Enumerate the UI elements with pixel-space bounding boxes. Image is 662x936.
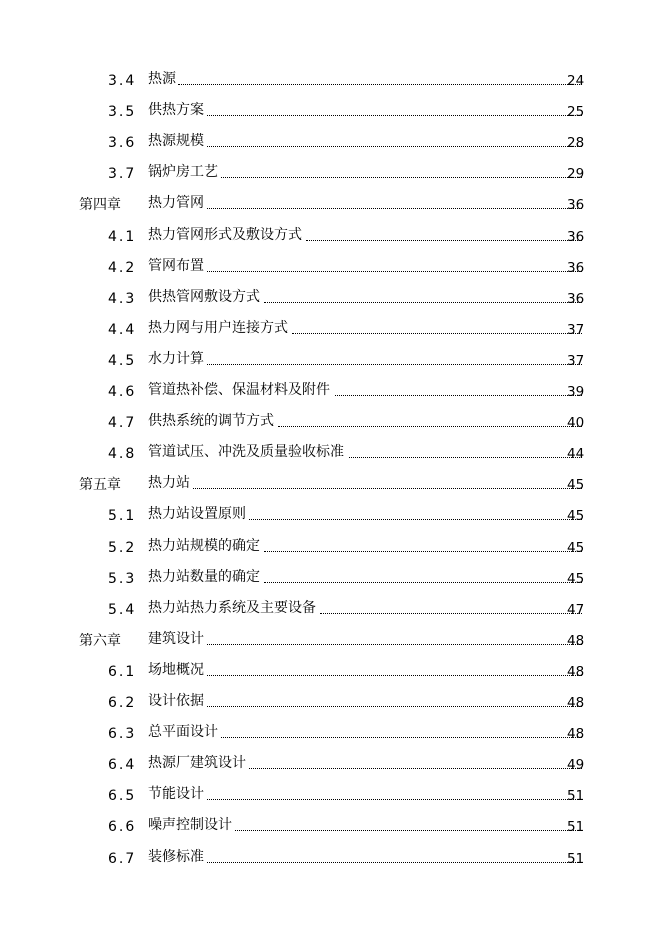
toc-entry-number: 3.5 xyxy=(108,104,137,121)
toc-leader-dots xyxy=(207,644,582,645)
toc-entry-page: 25 xyxy=(567,104,585,121)
toc-entry-page: 51 xyxy=(567,850,585,867)
toc-leader-dots xyxy=(207,364,582,365)
toc-section-entry[interactable] xyxy=(0,813,662,837)
toc-entry-title: 供热方案 xyxy=(148,102,204,119)
toc-entry-page: 51 xyxy=(567,819,585,836)
toc-leader-dots xyxy=(207,146,582,147)
toc-section-entry[interactable] xyxy=(0,98,662,122)
toc-entry-number: 第六章 xyxy=(79,632,121,649)
toc-leader-dots xyxy=(264,551,582,552)
toc-entry-number: 第五章 xyxy=(79,477,121,494)
toc-entry-title: 热力管网 xyxy=(148,195,204,212)
toc-leader-dots xyxy=(235,830,582,831)
toc-entry-number: 6.5 xyxy=(108,788,137,805)
toc-entry-title: 管道热补偿、保温材料及附件 xyxy=(148,382,330,398)
toc-chapter-entry[interactable] xyxy=(0,627,662,651)
toc-entry-number: 第四章 xyxy=(79,197,121,214)
toc-entry-number: 4.3 xyxy=(108,290,137,307)
toc-entry-title: 热源厂建筑设计 xyxy=(148,755,246,772)
toc-entry-page: 36 xyxy=(567,290,585,307)
toc-entry-page: 45 xyxy=(567,539,585,556)
toc-entry-number: 5.4 xyxy=(108,601,137,618)
toc-entry-page: 48 xyxy=(567,695,585,711)
toc-section-entry[interactable] xyxy=(0,658,662,682)
toc-entry-page: 51 xyxy=(567,788,585,805)
toc-entry-number: 3.4 xyxy=(108,73,137,89)
toc-entry-title: 热力站设置原则 xyxy=(148,506,246,523)
toc-entry-page: 49 xyxy=(567,757,585,774)
toc-entry-number: 5.2 xyxy=(108,539,137,556)
toc-entry-page: 36 xyxy=(567,228,585,245)
toc-entry-page: 48 xyxy=(567,726,585,743)
toc-section-entry[interactable] xyxy=(0,316,662,340)
toc-entry-page: 24 xyxy=(567,73,585,89)
toc-entry-title: 热力站 xyxy=(148,475,190,492)
toc-entry-number: 5.1 xyxy=(108,508,137,525)
toc-entry-number: 4.5 xyxy=(108,352,137,369)
toc-section-entry[interactable] xyxy=(0,534,662,558)
toc-section-entry[interactable] xyxy=(0,502,662,526)
toc-section-entry[interactable] xyxy=(0,129,662,153)
toc-leader-dots xyxy=(249,519,582,520)
toc-leader-dots xyxy=(193,488,582,489)
toc-entry-number: 4.2 xyxy=(108,259,137,276)
toc-leader-dots xyxy=(207,706,582,707)
toc-entry-number: 6.7 xyxy=(108,850,137,867)
toc-section-entry[interactable] xyxy=(0,160,662,184)
toc-leader-dots xyxy=(349,457,582,458)
toc-leader-dots xyxy=(320,613,582,614)
toc-entry-title: 节能设计 xyxy=(148,786,204,803)
toc-entry-number: 4.7 xyxy=(108,415,137,432)
toc-section-entry[interactable] xyxy=(0,845,662,869)
toc-entry-title: 热力站数量的确定 xyxy=(148,568,260,585)
toc-section-entry[interactable] xyxy=(0,347,662,371)
toc-entry-page: 44 xyxy=(567,446,585,463)
toc-entry-page: 47 xyxy=(567,601,585,618)
toc-entry-title: 热力站规模的确定 xyxy=(148,537,260,554)
toc-entry-number: 3.6 xyxy=(108,135,137,152)
toc-entry-title: 水力计算 xyxy=(148,350,204,367)
toc-entry-title: 设计依据 xyxy=(148,693,204,709)
toc-entry-title: 热力网与用户连接方式 xyxy=(148,319,288,336)
toc-entry-title: 供热管网敷设方式 xyxy=(148,288,260,305)
toc-entry-number: 4.8 xyxy=(108,446,137,463)
toc-entry-number: 6.2 xyxy=(108,695,137,711)
toc-entry-page: 45 xyxy=(567,508,585,525)
toc-entry-title: 热源 xyxy=(148,71,176,87)
toc-entry-page: 36 xyxy=(567,197,585,214)
toc-entry-page: 36 xyxy=(567,259,585,276)
toc-leader-dots xyxy=(292,333,582,334)
toc-leader-dots xyxy=(207,271,582,272)
toc-section-entry[interactable] xyxy=(0,67,662,91)
toc-entry-number: 6.1 xyxy=(108,663,137,680)
toc-entry-page: 28 xyxy=(567,135,585,152)
toc-entry-title: 锅炉房工艺 xyxy=(148,164,218,181)
toc-leader-dots xyxy=(178,84,582,85)
toc-entry-title: 场地概况 xyxy=(148,661,204,678)
toc-entry-number: 4.6 xyxy=(108,384,137,400)
toc-leader-dots xyxy=(207,799,582,800)
toc-entry-title: 供热系统的调节方式 xyxy=(148,413,274,430)
toc-entry-page: 45 xyxy=(567,477,585,494)
toc-section-entry[interactable] xyxy=(0,378,662,402)
toc-entry-title: 装修标准 xyxy=(148,848,204,865)
toc-leader-dots xyxy=(207,115,582,116)
toc-entry-number: 6.3 xyxy=(108,726,137,743)
toc-entry-page: 48 xyxy=(567,632,585,649)
toc-entry-page: 29 xyxy=(567,166,585,183)
toc-section-entry[interactable] xyxy=(0,782,662,806)
toc-entry-page: 45 xyxy=(567,570,585,587)
toc-section-entry[interactable] xyxy=(0,285,662,309)
toc-section-entry[interactable] xyxy=(0,751,662,775)
toc-entry-number: 6.4 xyxy=(108,757,137,774)
toc-leader-dots xyxy=(207,862,582,863)
toc-section-entry[interactable] xyxy=(0,254,662,278)
toc-section-entry[interactable] xyxy=(0,720,662,744)
toc-section-entry[interactable] xyxy=(0,409,662,433)
toc-entry-number: 3.7 xyxy=(108,166,137,183)
toc-entry-title: 建筑设计 xyxy=(148,630,204,647)
toc-entry-title: 管网布置 xyxy=(148,257,204,274)
toc-entry-number: 6.6 xyxy=(108,819,137,836)
toc-leader-dots xyxy=(207,675,582,676)
toc-chapter-entry[interactable] xyxy=(0,191,662,215)
toc-entry-title: 热力管网形式及敷设方式 xyxy=(148,226,302,243)
toc-section-entry[interactable] xyxy=(0,223,662,247)
toc-entry-title: 管道试压、冲洗及质量验收标准 xyxy=(148,444,344,461)
toc-entry-number: 4.4 xyxy=(108,321,137,338)
toc-entry-page: 40 xyxy=(567,415,585,432)
toc-entry-number: 5.3 xyxy=(108,570,137,587)
toc-leader-dots xyxy=(221,737,582,738)
toc-section-entry[interactable] xyxy=(0,689,662,713)
toc-entry-title: 热力站热力系统及主要设备 xyxy=(148,599,316,616)
toc-entry-page: 39 xyxy=(567,384,585,400)
toc-leader-dots xyxy=(249,768,582,769)
toc-leader-dots xyxy=(264,302,582,303)
toc-leader-dots xyxy=(207,208,582,209)
toc-leader-dots xyxy=(221,177,582,178)
toc-entry-page: 37 xyxy=(567,321,585,338)
toc-section-entry[interactable] xyxy=(0,596,662,620)
toc-entry-page: 37 xyxy=(567,352,585,369)
toc-section-entry[interactable] xyxy=(0,440,662,464)
toc-leader-dots xyxy=(278,426,582,427)
toc-section-entry[interactable] xyxy=(0,565,662,589)
toc-entry-title: 总平面设计 xyxy=(148,724,218,741)
toc-leader-dots xyxy=(335,395,582,396)
toc-leader-dots xyxy=(306,240,582,241)
toc-leader-dots xyxy=(264,582,582,583)
toc-entry-title: 噪声控制设计 xyxy=(148,817,232,834)
toc-entry-title: 热源规模 xyxy=(148,133,204,150)
toc-chapter-entry[interactable] xyxy=(0,471,662,495)
toc-entry-page: 48 xyxy=(567,663,585,680)
toc-entry-number: 4.1 xyxy=(108,228,137,245)
